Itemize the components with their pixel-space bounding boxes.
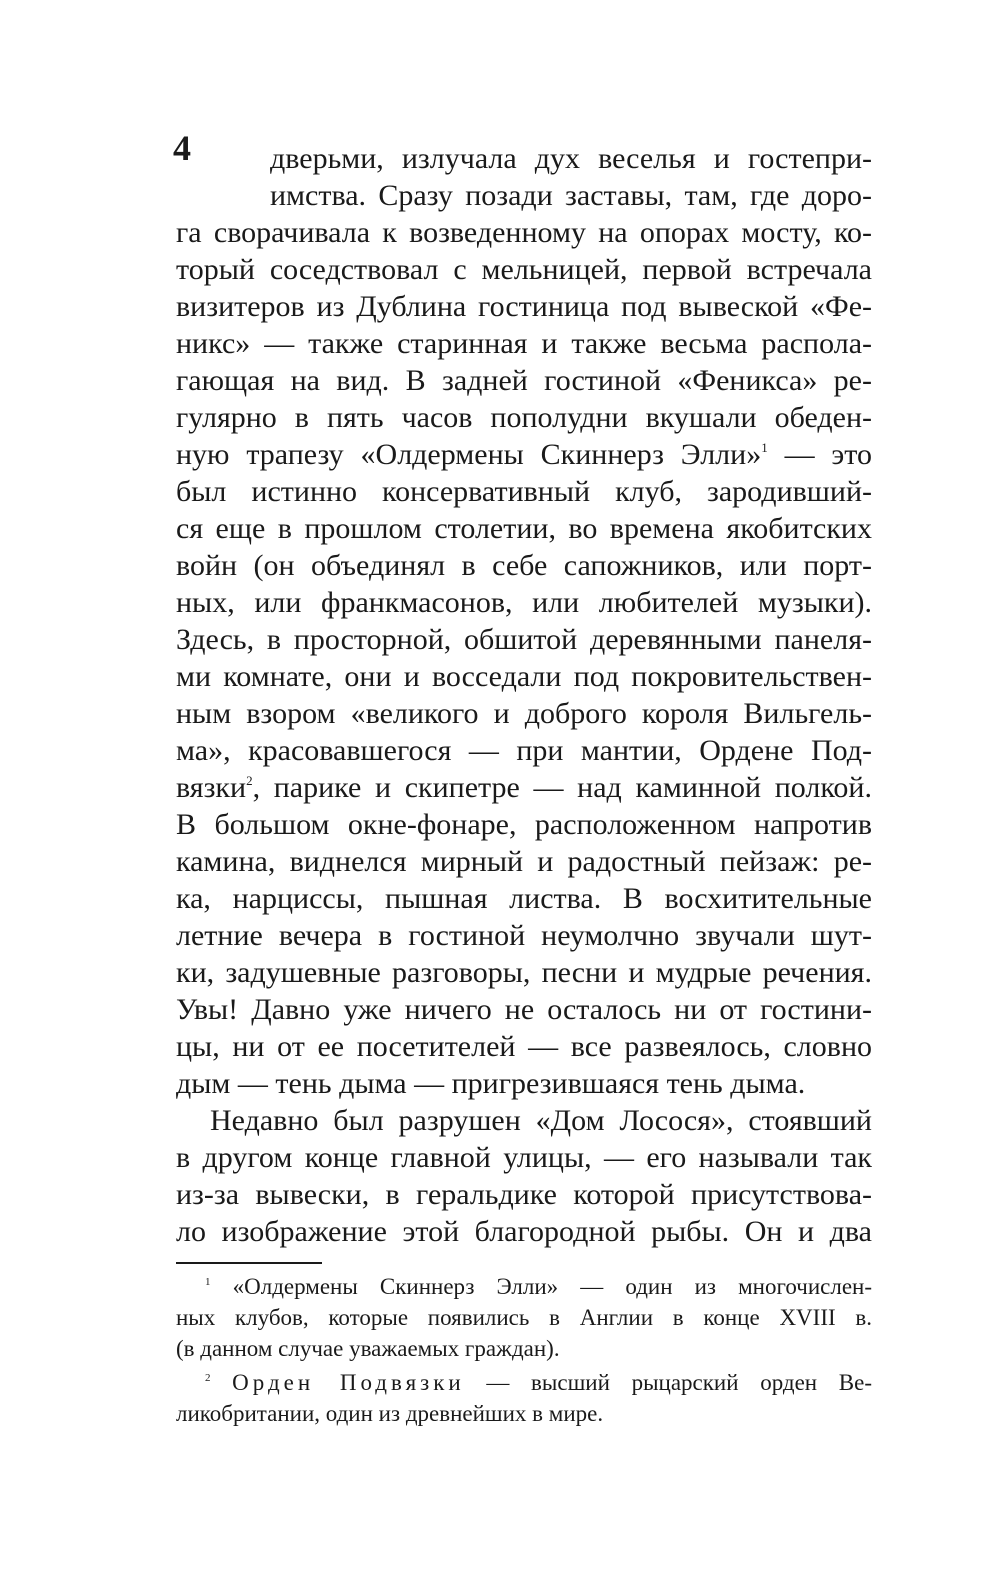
footnote-text: «Олдермены Скиннерз Элли» — один из многочислен- (232, 1274, 872, 1299)
footnote-term: Орден Подвязки (232, 1370, 465, 1395)
text-line: ных, или франкмасонов, или любителей музыки). (176, 586, 872, 619)
text-line: В большом окне-фонаре, расположенном напротив (176, 808, 872, 841)
text-line: из-за вывески, в геральдике которой присутствова- (176, 1178, 872, 1211)
text-segment: , парике и скипетре — над каминной полкой. (252, 771, 872, 804)
text-line: был истинно консервативный клуб, зародивший- (176, 475, 872, 508)
text-line: ки, задушевные разговоры, песни и мудрые речения. (176, 956, 872, 989)
footnote-mark-1: 1 (205, 1276, 211, 1288)
text-line: торый соседствовал с мельницей, первой встречала (176, 253, 872, 286)
footnote-ref-2[interactable]: 2 (246, 773, 253, 788)
text-line: ся еще в прошлом столетии, во времена якобитских (176, 512, 872, 545)
text-segment: — это (784, 438, 873, 471)
text-line: ка, нарциссы, пышная листва. В восхитительные (176, 882, 872, 915)
text-line: никс» — также старинная и также весьма распола- (176, 327, 872, 360)
text-line: в другом конце главной улицы, — его называли так (176, 1141, 872, 1174)
page-number: 4 (173, 128, 191, 168)
text-line: Недавно был разрушен «Дом Лосося», стоявший (210, 1104, 872, 1137)
footnote-1 (205, 1275, 872, 1298)
footnote-mark-2: 2 (205, 1372, 211, 1384)
text-line: Здесь, в просторной, обшитой деревянными панеля- (176, 623, 872, 656)
footnote-line: (в данном случае уважаемых граждан). (176, 1336, 560, 1361)
text-line: дым — тень дыма — пригрезившаяся тень дыма. (176, 1067, 806, 1100)
text-line: войн (он объединял в себе сапожников, или порт- (176, 549, 872, 582)
text-line: камина, виднелся мирный и радостный пейзаж: ре- (176, 845, 872, 878)
text-line: гулярно в пять часов пополудни вкушали обеден- (176, 401, 872, 434)
text-segment: вязки (176, 771, 247, 804)
text-line: визитеров из Дублина гостиница под вывеской «Фе- (176, 290, 872, 323)
text-line: цы, ни от ее посетителей — все развеялось, словно (176, 1030, 872, 1063)
text-line: имства. Сразу позади заставы, там, где доро- (270, 179, 872, 212)
text-line: летние вечера в гостиной неумолчно звучали шут- (176, 919, 872, 952)
text-line: ло изображение этой благородной рыбы. Он и два (176, 1215, 872, 1248)
text-line: га сворачивала к возведенному на опорах мосту, ко- (176, 216, 872, 249)
text-segment: ную трапезу «Олдермены Скиннерз Элли» (176, 438, 762, 471)
text-line (176, 440, 872, 470)
footnote-line: ликобритании, один из древнейших в мире. (176, 1401, 604, 1426)
footnote-line: ных клубов, которые появились в Англии в конце XVIII в. (176, 1305, 872, 1330)
text-line: ми комнате, они и восседали под покровительствен- (176, 660, 872, 693)
text-line (176, 773, 872, 803)
text-line: ма», красовавшегося — при мантии, Ордене Под- (176, 734, 872, 767)
footnote-text: — высший рыцарский орден Ве- (464, 1370, 872, 1395)
footnote-2 (205, 1371, 872, 1394)
text-line: Увы! Давно уже ничего не осталось ни от гостини- (176, 993, 872, 1026)
footnote-separator (176, 1262, 322, 1264)
footnote-ref-1[interactable]: 1 (761, 440, 768, 455)
text-line: ным взором «великого и доброго короля Вильгель- (176, 697, 872, 730)
text-line: дверьми, излучала дух веселья и гостепри- (270, 142, 872, 175)
text-line: гающая на вид. В задней гостиной «Феникса» ре- (176, 364, 872, 397)
